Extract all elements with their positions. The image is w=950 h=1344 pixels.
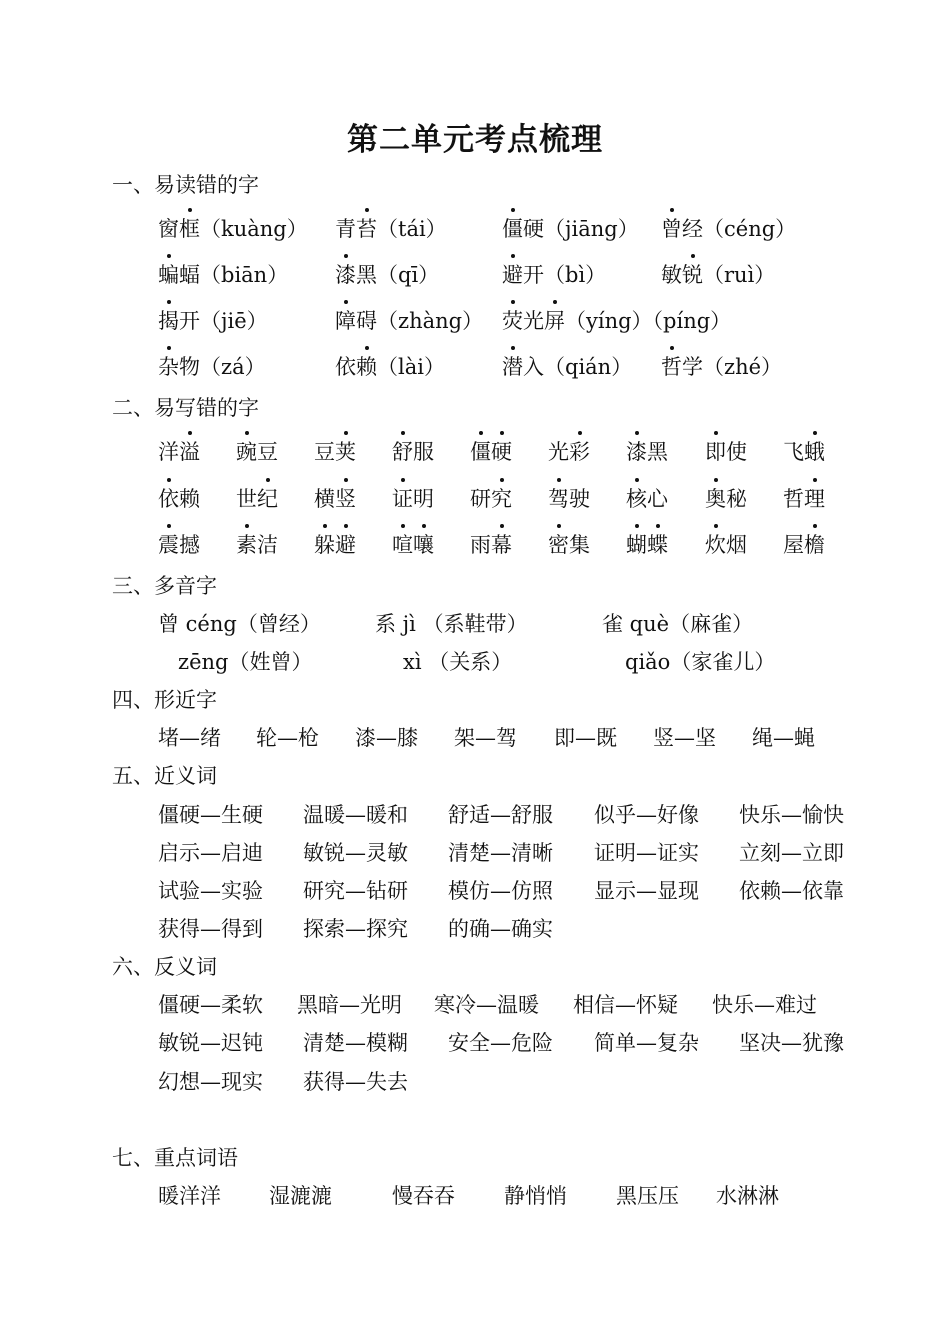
list-item: 模仿—仿照	[448, 879, 553, 903]
list-item: 躲避	[314, 533, 356, 557]
emphasis-dot	[167, 478, 171, 482]
list-item: 敏锐—灵敏	[303, 841, 408, 865]
list-item: 雀 què（麻雀）	[602, 612, 754, 636]
list-item: 世纪	[236, 487, 278, 511]
emphasis-dot	[344, 524, 348, 528]
emphasis-dot	[479, 431, 483, 435]
emphasis-dot	[557, 478, 561, 482]
list-item: 架—驾	[454, 726, 517, 750]
list-item: 横竖	[314, 487, 356, 511]
item-row	[0, 260, 950, 290]
section-heading: 七、重点词语	[112, 1146, 238, 1170]
list-item: 豌豆	[236, 440, 278, 464]
list-item: zēng（姓曾）	[178, 650, 313, 674]
emphasis-dot	[500, 478, 504, 482]
list-item: 杂物（zá）	[158, 355, 266, 379]
list-item: 研究—钻研	[303, 879, 408, 903]
list-item: 获得—得到	[158, 917, 263, 941]
list-item: 揭开（jiē）	[158, 309, 268, 333]
item-row	[0, 484, 950, 514]
emphasis-dot	[167, 346, 171, 350]
list-item: 绳—蝇	[752, 726, 815, 750]
emphasis-dot	[511, 208, 515, 212]
list-item: qiǎo（家雀儿）	[625, 650, 776, 674]
emphasis-dot	[167, 300, 171, 304]
item-row	[0, 306, 950, 336]
list-item: 启示—启迪	[158, 841, 263, 865]
emphasis-dot	[813, 431, 817, 435]
list-item: 依赖—依靠	[739, 879, 844, 903]
section-heading: 四、形近字	[112, 688, 217, 712]
list-item: 清楚—模糊	[303, 1031, 408, 1055]
emphasis-dot	[578, 431, 582, 435]
list-item: 竖—坚	[653, 726, 716, 750]
list-item: 敏锐（ruì）	[661, 263, 776, 287]
list-item: 显示—显现	[594, 879, 699, 903]
list-item: 雨幕	[470, 533, 512, 557]
section-heading: 六、反义词	[112, 955, 217, 979]
list-item: 奥秘	[705, 487, 747, 511]
list-item: 光彩	[548, 440, 590, 464]
section-heading: 一、易读错的字	[112, 173, 259, 197]
list-item: 慢吞吞	[392, 1184, 455, 1208]
item-row	[0, 437, 950, 467]
list-item: 震撼	[158, 533, 200, 557]
list-item: 的确—确实	[448, 917, 553, 941]
list-item: 哲理	[783, 487, 825, 511]
list-item: 湿漉漉	[269, 1184, 332, 1208]
list-item: 清楚—清晰	[448, 841, 553, 865]
emphasis-dot	[714, 524, 718, 528]
list-item: 驾驶	[548, 487, 590, 511]
emphasis-dot	[266, 478, 270, 482]
list-item: 堵—绪	[158, 726, 221, 750]
list-item: 水淋淋	[716, 1184, 779, 1208]
list-item: 黑压压	[616, 1184, 679, 1208]
list-item: 荧光屏（yíng）（píng）	[502, 309, 732, 333]
item-row	[0, 800, 950, 830]
list-item: 轮—枪	[256, 726, 319, 750]
emphasis-dot	[344, 431, 348, 435]
item-row	[0, 723, 950, 753]
emphasis-dot	[813, 478, 817, 482]
emphasis-dot	[714, 478, 718, 482]
list-item: 障碍（zhàng）	[335, 309, 484, 333]
list-item: 坚决—犹豫	[739, 1031, 844, 1055]
emphasis-dot	[401, 478, 405, 482]
list-item: 证明	[392, 487, 434, 511]
list-item: 僵硬（jiāng）	[502, 217, 639, 241]
emphasis-dot	[365, 208, 369, 212]
emphasis-dot	[557, 524, 561, 528]
list-item: 快乐—难过	[712, 993, 817, 1017]
emphasis-dot	[323, 524, 327, 528]
list-item: 似乎—好像	[594, 803, 699, 827]
list-item: 敏锐—迟钝	[158, 1031, 263, 1055]
emphasis-dot	[422, 524, 426, 528]
emphasis-dot	[635, 431, 639, 435]
list-item: 屋檐	[783, 533, 825, 557]
list-item: 喧嚷	[392, 533, 434, 557]
list-item: 漆黑	[626, 440, 668, 464]
list-item: 依赖（lài）	[335, 355, 445, 379]
list-item: 素洁	[236, 533, 278, 557]
emphasis-dot	[500, 524, 504, 528]
emphasis-dot	[245, 524, 249, 528]
section-heading: 二、易写错的字	[112, 396, 259, 420]
list-item: 潜入（qián）	[502, 355, 633, 379]
list-item: 即使	[705, 440, 747, 464]
page-title: 第二单元考点梳理	[347, 122, 603, 158]
emphasis-dot	[670, 346, 674, 350]
item-row	[0, 609, 950, 639]
list-item: 黑暗—光明	[297, 993, 402, 1017]
emphasis-dot	[553, 300, 557, 304]
item-row	[0, 214, 950, 244]
list-item: 洋溢	[158, 440, 200, 464]
list-item: 幻想—现实	[158, 1070, 263, 1094]
list-item: 豆荚	[314, 440, 356, 464]
item-row	[0, 914, 950, 944]
list-item: 快乐—愉快	[739, 803, 844, 827]
list-item: 曾 céng（曾经）	[158, 612, 321, 636]
section-heading: 三、多音字	[112, 574, 217, 598]
list-item: 曾经（céng）	[661, 217, 797, 241]
list-item: 温暖—暖和	[303, 803, 408, 827]
emphasis-dot	[167, 254, 171, 258]
list-item: 舒服	[392, 440, 434, 464]
list-item: 炊烟	[705, 533, 747, 557]
list-item: 静悄悄	[504, 1184, 567, 1208]
item-row	[0, 1028, 950, 1058]
item-row	[0, 530, 950, 560]
item-row	[0, 352, 950, 382]
list-item: 避开（bì）	[502, 263, 607, 287]
list-item: 立刻—立即	[739, 841, 844, 865]
list-item: 蝴蝶	[626, 533, 668, 557]
emphasis-dot	[714, 431, 718, 435]
list-item: 获得—失去	[303, 1070, 408, 1094]
list-item: 舒适—舒服	[448, 803, 553, 827]
list-item: 安全—危险	[448, 1031, 553, 1055]
emphasis-dot	[344, 478, 348, 482]
section-heading: 五、近义词	[112, 764, 217, 788]
list-item: 相信—怀疑	[573, 993, 678, 1017]
list-item: 漆黑（qī）	[335, 263, 440, 287]
emphasis-dot	[670, 208, 674, 212]
list-item: 探索—探究	[303, 917, 408, 941]
list-item: 简单—复杂	[594, 1031, 699, 1055]
item-row	[0, 838, 950, 868]
item-row	[0, 990, 950, 1020]
item-row	[0, 876, 950, 906]
emphasis-dot	[245, 431, 249, 435]
list-item: 飞蛾	[783, 440, 825, 464]
item-row	[0, 647, 950, 677]
emphasis-dot	[188, 431, 192, 435]
list-item: 蝙蝠（biān）	[158, 263, 289, 287]
emphasis-dot	[635, 524, 639, 528]
emphasis-dot	[365, 346, 369, 350]
list-item: 系 jì （系鞋带）	[375, 612, 528, 636]
list-item: 核心	[626, 487, 668, 511]
list-item: 暖洋洋	[158, 1184, 221, 1208]
emphasis-dot	[635, 478, 639, 482]
list-item: 哲学（zhé）	[661, 355, 783, 379]
emphasis-dot	[344, 254, 348, 258]
item-row	[0, 1067, 950, 1097]
emphasis-dot	[813, 524, 817, 528]
emphasis-dot	[167, 524, 171, 528]
emphasis-dot	[691, 254, 695, 258]
list-item: 窗框（kuàng）	[158, 217, 308, 241]
emphasis-dot	[401, 524, 405, 528]
emphasis-dot	[500, 431, 504, 435]
list-item: 漆—膝	[355, 726, 418, 750]
list-item: 依赖	[158, 487, 200, 511]
emphasis-dot	[344, 300, 348, 304]
list-item: 僵硬	[470, 440, 512, 464]
emphasis-dot	[188, 208, 192, 212]
list-item: 试验—实验	[158, 879, 263, 903]
emphasis-dot	[511, 254, 515, 258]
emphasis-dot	[401, 431, 405, 435]
list-item: 证明—证实	[594, 841, 699, 865]
list-item: 研究	[470, 487, 512, 511]
emphasis-dot	[511, 346, 515, 350]
list-item: xì （关系）	[403, 650, 513, 674]
list-item: 寒冷—温暖	[434, 993, 539, 1017]
list-item: 即—既	[554, 726, 617, 750]
list-item: 僵硬—柔软	[158, 993, 263, 1017]
list-item: 密集	[548, 533, 590, 557]
list-item: 僵硬—生硬	[158, 803, 263, 827]
emphasis-dot	[656, 524, 660, 528]
emphasis-dot	[511, 300, 515, 304]
list-item: 青苔（tái）	[335, 217, 447, 241]
item-row	[0, 1181, 950, 1211]
